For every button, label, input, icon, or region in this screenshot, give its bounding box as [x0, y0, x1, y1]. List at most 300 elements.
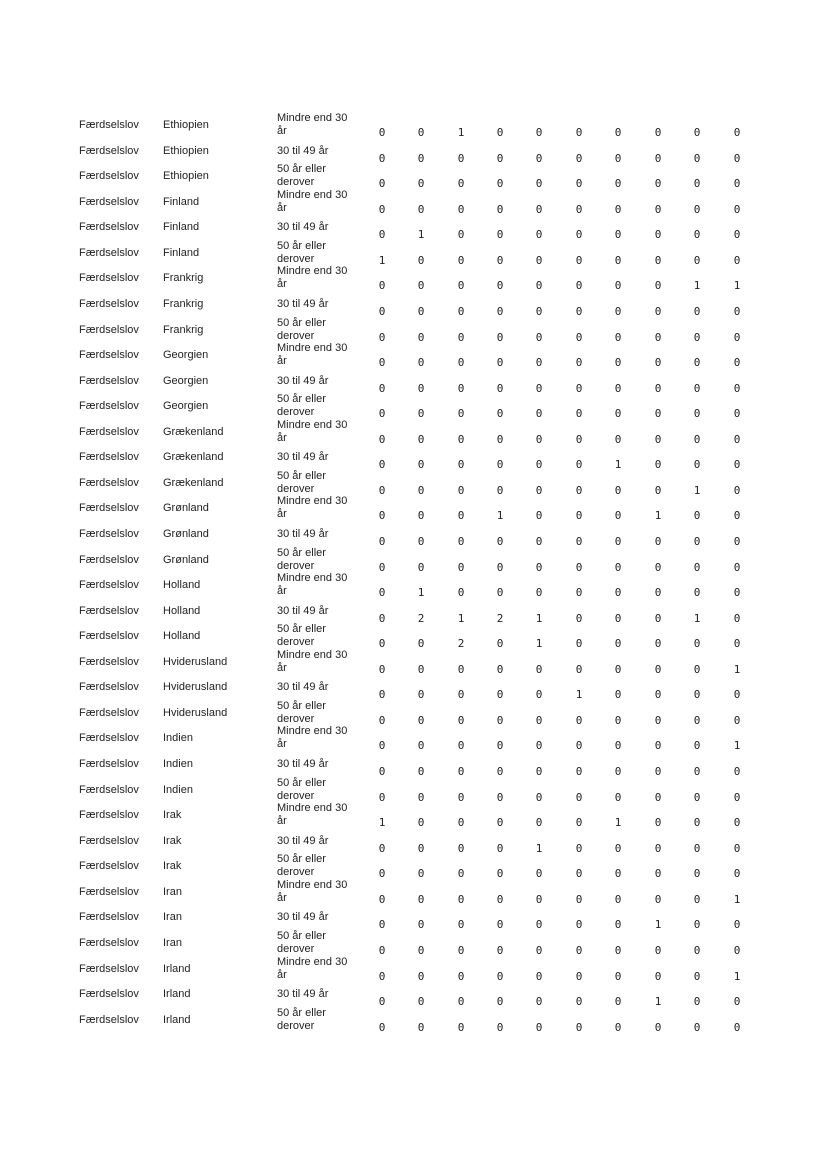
value-cell: 0 — [733, 458, 741, 472]
value-cell: 0 — [535, 892, 543, 906]
value-cell: 0 — [417, 151, 425, 165]
value-cell: 0 — [614, 228, 622, 242]
value-cell: 0 — [417, 943, 425, 957]
country-cell: Finland — [163, 221, 200, 234]
table-row — [0, 316, 828, 345]
table-row — [0, 188, 828, 217]
value-cell: 0 — [693, 151, 701, 165]
value-cell: 0 — [575, 739, 583, 753]
value-cell: 0 — [693, 586, 701, 600]
value-cell: 0 — [496, 765, 504, 778]
value-cell: 0 — [417, 867, 425, 881]
value-cell: 0 — [575, 151, 583, 165]
table-row — [0, 830, 828, 856]
value-cell: 0 — [614, 432, 622, 446]
value-cell: 0 — [654, 637, 662, 651]
value-cell: 0 — [654, 151, 662, 165]
value-cell: 0 — [654, 535, 662, 548]
age-group-cell: 30 til 49 år — [277, 451, 329, 464]
age-group-cell: 50 år eller derover — [277, 623, 326, 649]
law-cell: Færdselslov — [79, 297, 139, 310]
law-cell: Færdselslov — [79, 170, 139, 183]
value-cell: 0 — [496, 918, 504, 932]
value-cell: 0 — [457, 1020, 465, 1034]
value-cell: 0 — [733, 713, 741, 727]
value-cell: 0 — [457, 969, 465, 983]
age-group-cell: Mindre end 30 år — [277, 725, 348, 751]
value-cell: 0 — [457, 509, 465, 523]
value-cell: 1 — [693, 483, 701, 497]
value-cell: 0 — [575, 356, 583, 369]
value-cell: 0 — [654, 304, 662, 318]
value-cell: 0 — [733, 509, 741, 523]
value-cell: 0 — [535, 867, 543, 881]
law-cell: Færdselslov — [79, 579, 139, 592]
value-cell: 0 — [614, 381, 622, 395]
value-cell: 0 — [693, 867, 701, 881]
value-cell: 0 — [575, 560, 583, 574]
value-cell: 0 — [378, 867, 386, 881]
value-cell: 0 — [496, 560, 504, 574]
value-cell: 0 — [654, 381, 662, 395]
law-cell: Færdselslov — [79, 885, 139, 898]
value-cell: 0 — [733, 841, 741, 855]
law-cell: Færdselslov — [79, 221, 139, 234]
value-cell: 0 — [457, 560, 465, 574]
value-cell: 1 — [733, 892, 741, 906]
value-cell: 0 — [733, 1020, 741, 1034]
value-cell: 0 — [614, 586, 622, 600]
value-cell: 0 — [614, 330, 622, 344]
value-cell: 0 — [535, 458, 543, 472]
value-cell: 0 — [496, 228, 504, 242]
value-cell: 0 — [733, 586, 741, 600]
value-cell: 0 — [693, 458, 701, 472]
value-cell: 0 — [496, 688, 504, 702]
value-cell: 0 — [693, 407, 701, 421]
value-cell: 0 — [535, 151, 543, 165]
value-cell: 0 — [457, 790, 465, 804]
age-group-cell: 30 til 49 år — [277, 681, 329, 694]
value-cell: 0 — [614, 688, 622, 702]
age-group-cell: 50 år eller derover — [277, 239, 326, 265]
value-cell: 0 — [575, 918, 583, 932]
value-cell: 0 — [654, 560, 662, 574]
value-cell: 0 — [733, 151, 741, 165]
value-cell: 0 — [575, 662, 583, 676]
law-cell: Færdselslov — [79, 834, 139, 847]
value-cell: 0 — [496, 535, 504, 548]
value-cell: 0 — [535, 790, 543, 804]
value-cell: 1 — [457, 611, 465, 625]
value-cell: 0 — [575, 765, 583, 778]
table-row — [0, 648, 828, 677]
value-cell: 2 — [496, 611, 504, 625]
value-cell: 0 — [457, 228, 465, 242]
value-cell: 0 — [614, 611, 622, 625]
value-cell: 0 — [733, 943, 741, 957]
table-row — [0, 699, 828, 728]
value-cell: 0 — [693, 126, 701, 139]
value-cell: 0 — [654, 713, 662, 727]
value-cell: 0 — [417, 765, 425, 778]
value-cell: 0 — [575, 407, 583, 421]
value-cell: 0 — [693, 253, 701, 267]
value-cell: 0 — [693, 918, 701, 932]
table-row — [0, 753, 828, 779]
value-cell: 0 — [733, 253, 741, 267]
value-cell: 0 — [378, 228, 386, 242]
table-row — [0, 574, 828, 600]
law-cell: Færdselslov — [79, 604, 139, 617]
value-cell: 0 — [535, 202, 543, 216]
age-group-cell: Mindre end 30 år — [277, 112, 348, 137]
country-cell: Georgien — [163, 349, 209, 361]
table-row — [0, 600, 828, 626]
value-cell: 0 — [496, 356, 504, 369]
country-cell: Ethiopien — [163, 119, 209, 131]
country-cell: Grønland — [163, 528, 209, 540]
table-row — [0, 1006, 828, 1035]
value-cell: 0 — [417, 458, 425, 472]
age-group-cell: 30 til 49 år — [277, 221, 329, 234]
value-cell: 0 — [575, 713, 583, 727]
value-cell: 0 — [693, 995, 701, 1008]
value-cell: 1 — [575, 688, 583, 702]
value-cell: 1 — [535, 637, 543, 651]
value-cell: 1 — [654, 918, 662, 932]
value-cell: 0 — [614, 637, 622, 651]
value-cell: 0 — [457, 943, 465, 957]
age-group-cell: Mindre end 30 år — [277, 878, 348, 904]
value-cell: 0 — [693, 535, 701, 548]
value-cell: 0 — [457, 304, 465, 318]
value-cell: 0 — [733, 637, 741, 651]
value-cell: 0 — [417, 279, 425, 293]
table-row — [0, 469, 828, 498]
law-cell: Færdselslov — [79, 425, 139, 438]
value-cell: 0 — [378, 995, 386, 1008]
value-cell: 0 — [417, 892, 425, 906]
value-cell: 0 — [575, 458, 583, 472]
value-cell: 1 — [693, 611, 701, 625]
country-cell: Frankrig — [163, 323, 204, 336]
value-cell: 0 — [654, 790, 662, 804]
value-cell: 0 — [733, 560, 741, 574]
age-group-cell: 50 år eller derover — [277, 853, 326, 879]
table-row — [0, 546, 828, 575]
value-cell: 0 — [535, 330, 543, 344]
value-cell: 0 — [378, 356, 386, 369]
table-row — [0, 497, 828, 523]
value-cell: 0 — [457, 867, 465, 881]
value-cell: 0 — [654, 432, 662, 446]
value-cell: 0 — [614, 713, 622, 727]
value-cell: 0 — [457, 586, 465, 600]
value-cell: 1 — [733, 739, 741, 753]
law-cell: Færdselslov — [79, 936, 139, 949]
value-cell: 1 — [733, 969, 741, 983]
age-group-cell: Mindre end 30 år — [277, 802, 348, 828]
value-cell: 0 — [457, 279, 465, 293]
value-cell: 0 — [535, 356, 543, 369]
value-cell: 0 — [535, 739, 543, 753]
law-cell: Færdselslov — [79, 323, 139, 336]
law-cell: Færdselslov — [79, 962, 139, 975]
value-cell: 0 — [733, 304, 741, 318]
value-cell: 0 — [535, 177, 543, 191]
value-cell: 0 — [417, 790, 425, 804]
age-group-cell: 50 år eller derover — [277, 393, 326, 419]
value-cell: 0 — [496, 816, 504, 830]
value-cell: 0 — [417, 662, 425, 676]
value-cell: 0 — [575, 816, 583, 830]
value-cell: 0 — [535, 535, 543, 548]
value-cell: 0 — [614, 662, 622, 676]
value-cell: 0 — [457, 356, 465, 369]
value-cell: 0 — [733, 611, 741, 625]
value-cell: 0 — [575, 228, 583, 242]
law-cell: Færdselslov — [79, 630, 139, 643]
age-group-cell: Mindre end 30 år — [277, 648, 348, 674]
value-cell: 0 — [378, 202, 386, 216]
value-cell: 0 — [417, 509, 425, 523]
age-group-cell: Mindre end 30 år — [277, 188, 348, 214]
table-row — [0, 165, 828, 191]
law-cell: Færdselslov — [79, 451, 139, 464]
value-cell: 0 — [575, 177, 583, 191]
value-cell: 0 — [417, 330, 425, 344]
value-cell: 0 — [575, 432, 583, 446]
value-cell: 0 — [535, 713, 543, 727]
table-row — [0, 727, 828, 753]
value-cell: 0 — [733, 177, 741, 191]
value-cell: 0 — [693, 969, 701, 983]
country-cell: Grønland — [163, 553, 209, 566]
law-cell: Færdselslov — [79, 374, 139, 387]
value-cell: 0 — [575, 279, 583, 293]
value-cell: 0 — [575, 969, 583, 983]
value-cell: 0 — [693, 790, 701, 804]
value-cell: 0 — [654, 867, 662, 881]
value-cell: 0 — [378, 407, 386, 421]
value-cell: 0 — [575, 330, 583, 344]
value-cell: 0 — [614, 867, 622, 881]
value-cell: 0 — [378, 688, 386, 702]
value-cell: 0 — [693, 943, 701, 957]
value-cell: 0 — [693, 1020, 701, 1034]
value-cell: 0 — [535, 253, 543, 267]
value-cell: 0 — [693, 177, 701, 191]
value-cell: 0 — [378, 637, 386, 651]
age-group-cell: 50 år eller derover — [277, 546, 326, 572]
table-row — [0, 776, 828, 805]
value-cell: 0 — [654, 892, 662, 906]
country-cell: Holland — [163, 579, 201, 592]
value-cell: 0 — [575, 483, 583, 497]
value-cell: 0 — [378, 279, 386, 293]
value-cell: 0 — [693, 560, 701, 574]
value-cell: 0 — [654, 611, 662, 625]
value-cell: 0 — [575, 995, 583, 1008]
value-cell: 0 — [693, 841, 701, 855]
table-row — [0, 906, 828, 932]
value-cell: 0 — [575, 611, 583, 625]
law-cell: Færdselslov — [79, 246, 139, 259]
value-cell: 0 — [417, 816, 425, 830]
age-group-cell: Mindre end 30 år — [277, 342, 348, 367]
value-cell: 0 — [457, 739, 465, 753]
value-cell: 0 — [733, 330, 741, 344]
value-cell: 0 — [575, 637, 583, 651]
value-cell: 0 — [654, 330, 662, 344]
law-cell: Færdselslov — [79, 681, 139, 694]
value-cell: 0 — [496, 790, 504, 804]
value-cell: 0 — [417, 739, 425, 753]
country-cell: Frankrig — [163, 272, 204, 285]
value-cell: 0 — [496, 841, 504, 855]
value-cell: 0 — [496, 279, 504, 293]
value-cell: 0 — [654, 253, 662, 267]
country-cell: Irland — [163, 1013, 191, 1026]
age-group-cell: 30 til 49 år — [277, 911, 329, 924]
value-cell: 0 — [457, 816, 465, 830]
value-cell: 0 — [654, 356, 662, 369]
table-row — [0, 855, 828, 881]
value-cell: 0 — [496, 330, 504, 344]
value-cell: 0 — [535, 688, 543, 702]
age-group-cell: 30 til 49 år — [277, 988, 329, 1000]
value-cell: 0 — [733, 790, 741, 804]
value-cell: 0 — [496, 253, 504, 267]
value-cell: 0 — [496, 177, 504, 191]
age-group-cell: Mindre end 30 år — [277, 955, 348, 981]
age-group-cell: 30 til 49 år — [277, 528, 329, 540]
value-cell: 0 — [457, 535, 465, 548]
age-group-cell: 50 år eller derover — [277, 929, 326, 955]
value-cell: 0 — [496, 458, 504, 472]
value-cell: 0 — [733, 688, 741, 702]
value-cell: 0 — [575, 535, 583, 548]
country-cell: Holland — [163, 604, 201, 617]
value-cell: 0 — [654, 279, 662, 293]
value-cell: 0 — [417, 688, 425, 702]
value-cell: 0 — [457, 713, 465, 727]
age-group-cell: 50 år eller derover — [277, 316, 326, 342]
country-cell: Irak — [163, 809, 182, 822]
value-cell: 0 — [693, 892, 701, 906]
table-row — [0, 216, 828, 242]
value-cell: 0 — [654, 407, 662, 421]
value-cell: 0 — [378, 381, 386, 395]
value-cell: 0 — [733, 228, 741, 242]
value-cell: 0 — [693, 228, 701, 242]
value-cell: 0 — [417, 560, 425, 574]
value-cell: 0 — [693, 356, 701, 369]
value-cell: 0 — [693, 432, 701, 446]
value-cell: 0 — [733, 432, 741, 446]
age-group-cell: Mindre end 30 år — [277, 572, 348, 598]
table-row — [0, 293, 828, 319]
country-cell: Hviderusland — [163, 706, 228, 719]
value-cell: 0 — [614, 995, 622, 1008]
law-cell: Færdselslov — [79, 502, 139, 515]
value-cell: 0 — [654, 969, 662, 983]
value-cell: 0 — [457, 458, 465, 472]
country-cell: Iran — [163, 911, 182, 924]
table-row — [0, 523, 828, 549]
law-cell: Færdselslov — [79, 732, 139, 745]
age-group-cell: Mindre end 30 år — [277, 495, 348, 521]
value-cell: 1 — [457, 126, 465, 139]
value-cell: 0 — [496, 969, 504, 983]
value-cell: 1 — [733, 279, 741, 293]
value-cell: 0 — [496, 995, 504, 1008]
law-cell: Færdselslov — [79, 476, 139, 489]
law-cell: Færdselslov — [79, 706, 139, 719]
value-cell: 0 — [693, 765, 701, 778]
value-cell: 0 — [654, 662, 662, 676]
value-cell: 0 — [457, 765, 465, 778]
value-cell: 0 — [378, 969, 386, 983]
country-cell: Irak — [163, 860, 182, 873]
value-cell: 0 — [654, 483, 662, 497]
country-cell: Hviderusland — [163, 681, 228, 694]
country-cell: Georgien — [163, 374, 209, 387]
value-cell: 0 — [654, 688, 662, 702]
value-cell: 0 — [575, 304, 583, 318]
law-cell: Færdselslov — [79, 988, 139, 1000]
value-cell: 0 — [575, 943, 583, 957]
value-cell: 1 — [654, 995, 662, 1008]
value-cell: 0 — [575, 381, 583, 395]
value-cell: 1 — [378, 253, 386, 267]
value-cell: 0 — [378, 765, 386, 778]
value-cell: 0 — [614, 253, 622, 267]
table-row — [0, 140, 828, 166]
value-cell: 0 — [496, 739, 504, 753]
value-cell: 0 — [457, 177, 465, 191]
value-cell: 0 — [575, 509, 583, 523]
law-cell: Færdselslov — [79, 1013, 139, 1026]
value-cell: 0 — [417, 637, 425, 651]
value-cell: 0 — [417, 483, 425, 497]
law-cell: Færdselslov — [79, 195, 139, 208]
value-cell: 0 — [496, 713, 504, 727]
value-cell: 0 — [496, 151, 504, 165]
value-cell: 0 — [535, 1020, 543, 1034]
value-cell: 0 — [378, 918, 386, 932]
value-cell: 0 — [496, 892, 504, 906]
value-cell: 0 — [496, 1020, 504, 1034]
law-cell: Færdselslov — [79, 119, 139, 131]
value-cell: 0 — [378, 841, 386, 855]
value-cell: 0 — [417, 253, 425, 267]
value-cell: 0 — [693, 509, 701, 523]
country-cell: Frankrig — [163, 297, 204, 310]
value-cell: 0 — [693, 381, 701, 395]
value-cell: 0 — [733, 918, 741, 932]
value-cell: 0 — [535, 279, 543, 293]
value-cell: 0 — [614, 202, 622, 216]
value-cell: 0 — [733, 407, 741, 421]
country-cell: Ethiopien — [163, 170, 209, 183]
value-cell: 0 — [535, 483, 543, 497]
table-row — [0, 983, 828, 1009]
country-cell: Indien — [163, 732, 193, 745]
value-cell: 0 — [733, 765, 741, 778]
value-cell: 0 — [378, 611, 386, 625]
